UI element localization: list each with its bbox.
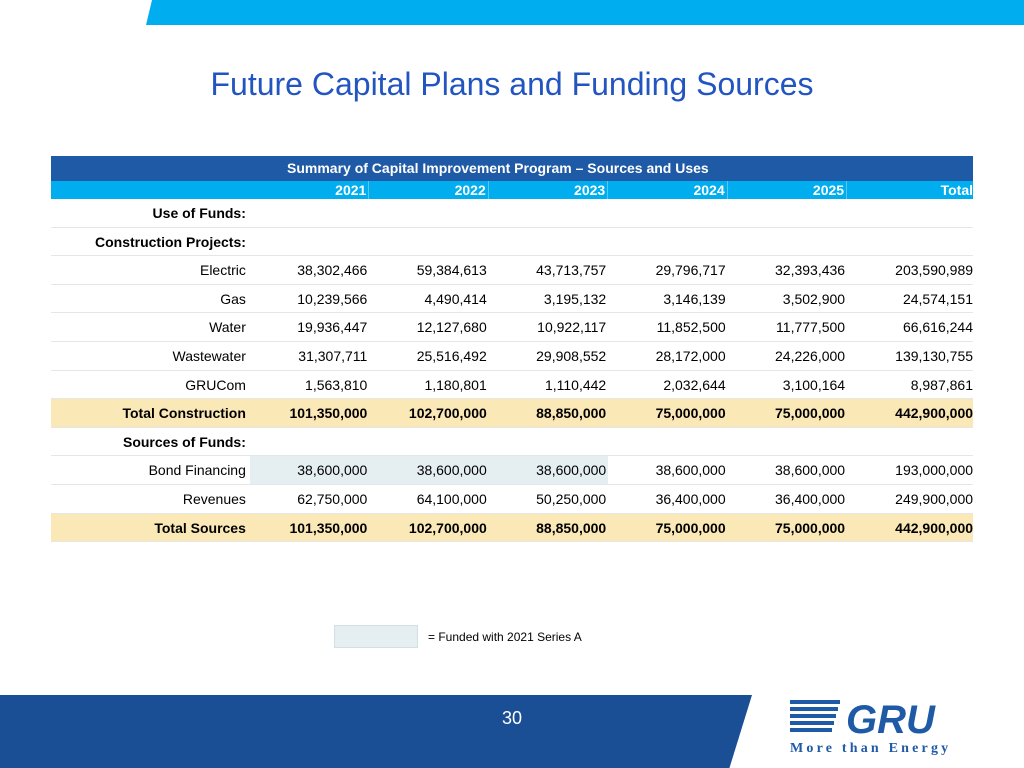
row-label: Total Sources xyxy=(154,519,246,536)
header-label-spacer xyxy=(51,181,250,199)
table-cell xyxy=(728,199,847,227)
logo-tagline: More than Energy xyxy=(790,741,952,756)
table-cell: 75,000,000 xyxy=(775,519,846,536)
table-cell: 29,796,717 xyxy=(655,262,726,279)
table-cell: 31,307,711 xyxy=(298,347,368,364)
table-cell: 3,100,164 xyxy=(782,376,846,393)
table-row xyxy=(51,285,973,314)
row-label: Total Construction xyxy=(122,405,246,422)
table-cell xyxy=(728,228,847,256)
table-cell: 38,600,000 xyxy=(250,456,369,484)
table-cell xyxy=(608,428,727,456)
row-label: Sources of Funds: xyxy=(122,433,246,450)
table-cell: 24,574,151 xyxy=(902,290,974,307)
table-cell: 193,000,000 xyxy=(895,462,974,479)
table-cell xyxy=(250,228,369,256)
legend xyxy=(334,625,582,648)
table-cell xyxy=(489,428,608,456)
table-cell: 442,900,000 xyxy=(895,405,974,422)
total-row xyxy=(51,399,973,428)
table-cell: 66,616,244 xyxy=(902,319,974,336)
table-cell: 75,000,000 xyxy=(655,519,726,536)
table-cell: 75,000,000 xyxy=(775,405,846,422)
table-cell: 442,900,000 xyxy=(895,519,974,536)
row-label: GRUCom xyxy=(185,376,246,393)
column-header: 2021 xyxy=(250,181,369,199)
table-cell: 139,130,755 xyxy=(895,347,974,364)
column-header: 2023 xyxy=(489,181,608,199)
table-cell: 10,922,117 xyxy=(537,319,607,336)
table-cell: 249,900,000 xyxy=(895,490,974,507)
table-cell: 1,110,442 xyxy=(544,376,607,393)
table-cell xyxy=(847,199,973,227)
capital-program-table xyxy=(51,156,973,542)
table-row xyxy=(51,428,973,457)
table-cell: 102,700,000 xyxy=(408,519,487,536)
row-label: Water xyxy=(209,319,246,336)
table-cell: 38,600,000 xyxy=(369,456,488,484)
column-header: 2024 xyxy=(608,181,727,199)
table-cell xyxy=(847,228,973,256)
table-cell: 4,490,414 xyxy=(424,290,487,307)
table-cell xyxy=(369,428,488,456)
column-header: 2025 xyxy=(728,181,847,199)
gru-logo xyxy=(786,697,996,757)
row-label: Use of Funds: xyxy=(152,205,246,221)
table-cell xyxy=(369,228,488,256)
table-row xyxy=(51,199,973,228)
table-cell xyxy=(608,199,727,227)
table-cell: 29,908,552 xyxy=(536,347,607,364)
table-cell: 8,987,861 xyxy=(910,376,974,393)
table-cell xyxy=(489,228,608,256)
table-row xyxy=(51,371,973,400)
table-cell xyxy=(369,199,488,227)
table-cell: 38,600,000 xyxy=(775,462,846,479)
table-cell: 10,239,566 xyxy=(297,290,368,307)
table-cell: 88,850,000 xyxy=(536,519,607,536)
table-cell: 75,000,000 xyxy=(655,405,726,422)
table-cell: 19,936,447 xyxy=(297,319,368,336)
table-row xyxy=(51,342,973,371)
table-caption-row xyxy=(51,156,973,181)
table-cell: 101,350,000 xyxy=(289,405,368,422)
table-cell xyxy=(250,428,369,456)
column-header: 2022 xyxy=(369,181,488,199)
table-row xyxy=(51,256,973,285)
table-cell xyxy=(250,199,369,227)
page-title: Future Capital Plans and Funding Sources xyxy=(210,66,814,102)
page-number: 30 xyxy=(501,708,523,728)
table-cell: 62,750,000 xyxy=(297,490,368,507)
row-label: Wastewater xyxy=(172,347,246,364)
row-label: Gas xyxy=(220,290,246,307)
table-header-row xyxy=(51,181,973,199)
table-cell: 36,400,000 xyxy=(775,490,846,507)
table-cell xyxy=(489,199,608,227)
footer-band xyxy=(0,695,752,768)
row-label: Revenues xyxy=(182,490,246,507)
legend-text: = Funded with 2021 Series A xyxy=(428,629,582,644)
table-cell: 50,250,000 xyxy=(536,490,607,507)
table-cell: 36,400,000 xyxy=(655,490,726,507)
table-cell: 38,600,000 xyxy=(655,462,726,479)
table-cell: 11,777,500 xyxy=(776,319,846,336)
column-header: Total xyxy=(940,182,974,198)
table-cell: 38,600,000 xyxy=(489,456,608,484)
table-cell: 28,172,000 xyxy=(655,347,726,364)
table-caption: Summary of Capital Improvement Program – Sources and Uses xyxy=(287,160,709,176)
row-label: Bond Financing xyxy=(148,462,246,479)
table-cell xyxy=(847,428,973,456)
table-row xyxy=(51,228,973,257)
table-cell: 43,713,757 xyxy=(536,262,607,279)
table-cell: 24,226,000 xyxy=(775,347,846,364)
table-cell: 64,100,000 xyxy=(416,490,487,507)
table-cell: 38,302,466 xyxy=(297,262,368,279)
table-cell: 59,384,613 xyxy=(416,262,487,279)
table-cell: 12,127,680 xyxy=(416,319,487,336)
table-cell: 102,700,000 xyxy=(408,405,487,422)
table-cell xyxy=(728,428,847,456)
row-label: Construction Projects: xyxy=(94,233,246,250)
legend-swatch xyxy=(334,625,418,648)
table-cell: 11,852,500 xyxy=(656,319,726,336)
row-label: Electric xyxy=(199,262,246,279)
table-cell: 203,590,989 xyxy=(895,262,974,279)
table-cell: 1,563,810 xyxy=(305,376,368,393)
table-cell: 32,393,436 xyxy=(775,262,846,279)
table-body xyxy=(51,199,973,542)
total-row xyxy=(51,514,973,543)
logo-wordmark: GRU xyxy=(846,698,935,742)
table-cell: 1,180,801 xyxy=(424,376,487,393)
table-cell: 25,516,492 xyxy=(416,347,487,364)
top-accent-band xyxy=(146,0,1024,25)
table-cell: 3,502,900 xyxy=(782,290,846,307)
table-row xyxy=(51,456,973,485)
table-cell: 101,350,000 xyxy=(289,519,368,536)
table-cell: 88,850,000 xyxy=(536,405,607,422)
table-cell xyxy=(608,228,727,256)
table-cell: 2,032,644 xyxy=(663,376,726,393)
table-row xyxy=(51,313,973,342)
table-row xyxy=(51,485,973,514)
table-cell: 3,146,139 xyxy=(663,290,726,307)
table-cell: 3,195,132 xyxy=(543,290,607,307)
